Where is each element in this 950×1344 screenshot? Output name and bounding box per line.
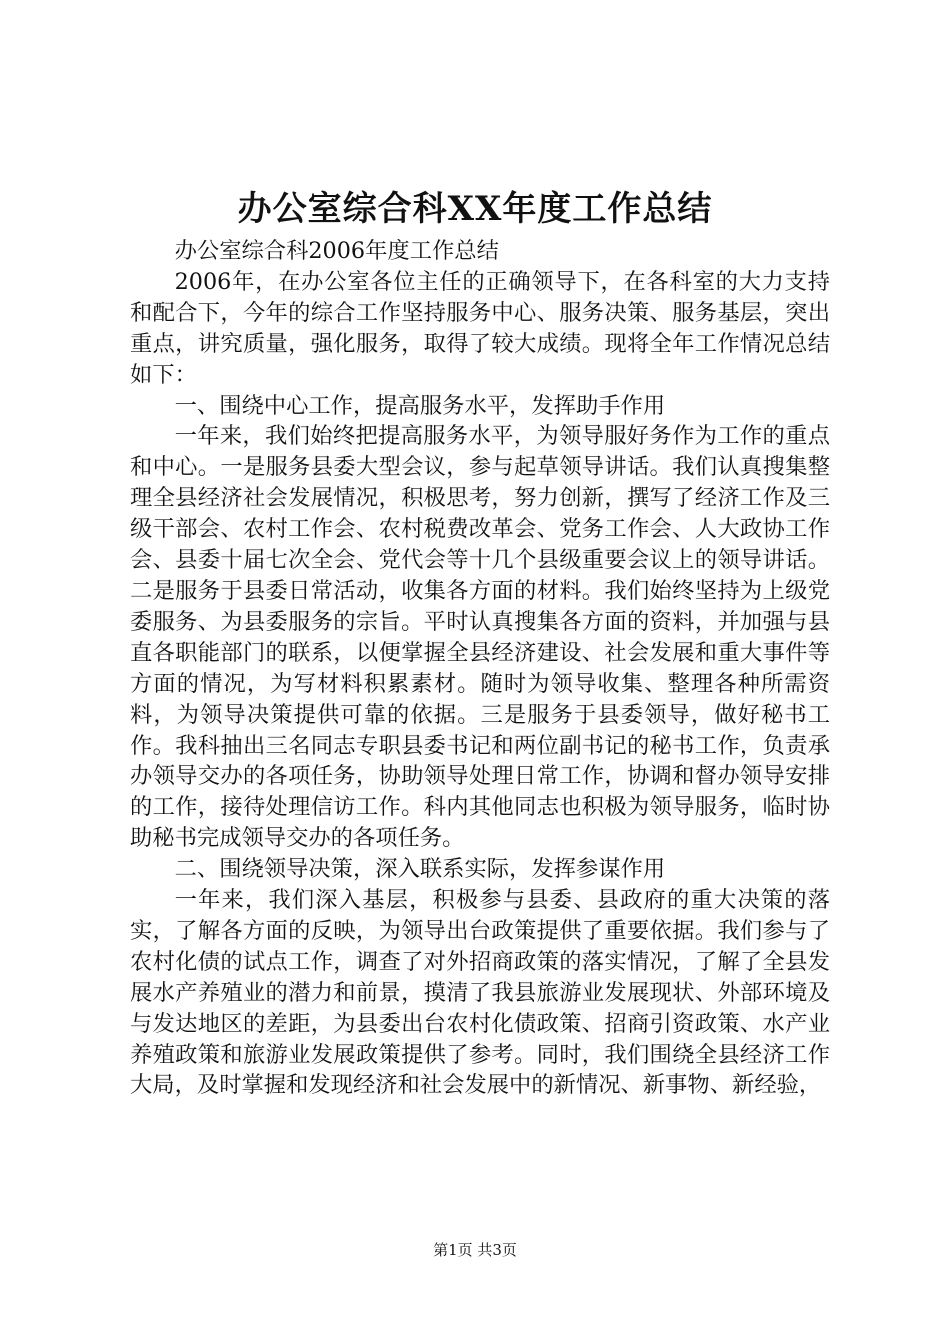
paragraph-section-2: 一年来，我们深入基层，积极参与县委、县政府的重大决策的落实，了解各方面的反映，为领导出台政策提供了重要依据。我们参与了农村化债的试点工作，调查了对外招商政策的落实情况，了解了全县发展水产养殖业的潜力和前景，摸清了我县旅游业发展现状、外部环境及与发达地区的差距，为县委出台农村化债政策、招商引资政策、水产业养殖政策和旅游业发展政策提供了参考。同时，我们围绕全县经济工作大局，及时掌握和发现经济和社会发展中的新情况、新事物、新经验， bbox=[130, 887, 830, 1099]
section-heading-2: 二、围绕领导决策，深入联系实际，发挥参谋作用 bbox=[174, 856, 666, 883]
paragraph-intro: 2006年，在办公室各位主任的正确领导下，在各科室的大力支持和配合下，今年的综合工作坚持服务中心、服务决策、服务基层，突出重点，讲究质量，强化服务，取得了较大成绩。现将全年工作情况总结如下： bbox=[130, 268, 830, 388]
paragraph-subtitle: 办公室综合科2006年度工作总结 bbox=[174, 238, 499, 264]
page-footer: 第1页 共3页 bbox=[433, 1241, 517, 1259]
section-heading-1: 一、围绕中心工作，提高服务水平，发挥助手作用 bbox=[174, 392, 666, 419]
document-body bbox=[130, 236, 830, 1101]
document-title: 办公室综合科XX年度工作总结 bbox=[237, 189, 713, 229]
paragraph-section-1: 一年来，我们始终把提高服务水平，为领导服好务作为工作的重点和中心。一是服务县委大型会议，参与起草领导讲话。我们认真搜集整理全县经济社会发展情况，积极思考，努力创新，撰写了经济工作及三级干部会、农村工作会、农村税费改革会、党务工作会、人大政协工作会、县委十届七次全会、党代会等十几个县级重要会议上的领导讲话。二是服务于县委日常活动，收集各方面的材料。我们始终坚持为上级党委服务、为县委服务的宗旨。平时认真搜集各方面的资料，并加强与县直各职能部门的联系，以便掌握全县经济建设、社会发展和重大事件等方面的情况，为写材料积累素材。随时为领导收集、整理各种所需资料，为领导决策提供可靠的依据。三是服务于县委领导，做好秘书工作。我科抽出三名同志专职县委书记和两位副书记的秘书工作，负责承办领导交办的各项任务，协助领导处理日常工作，协调和督办领导安排的工作，接待处理信访工作。科内其他同志也积极为领导服务，临时协助秘书完成领导交办的各项任务。 bbox=[130, 423, 830, 852]
